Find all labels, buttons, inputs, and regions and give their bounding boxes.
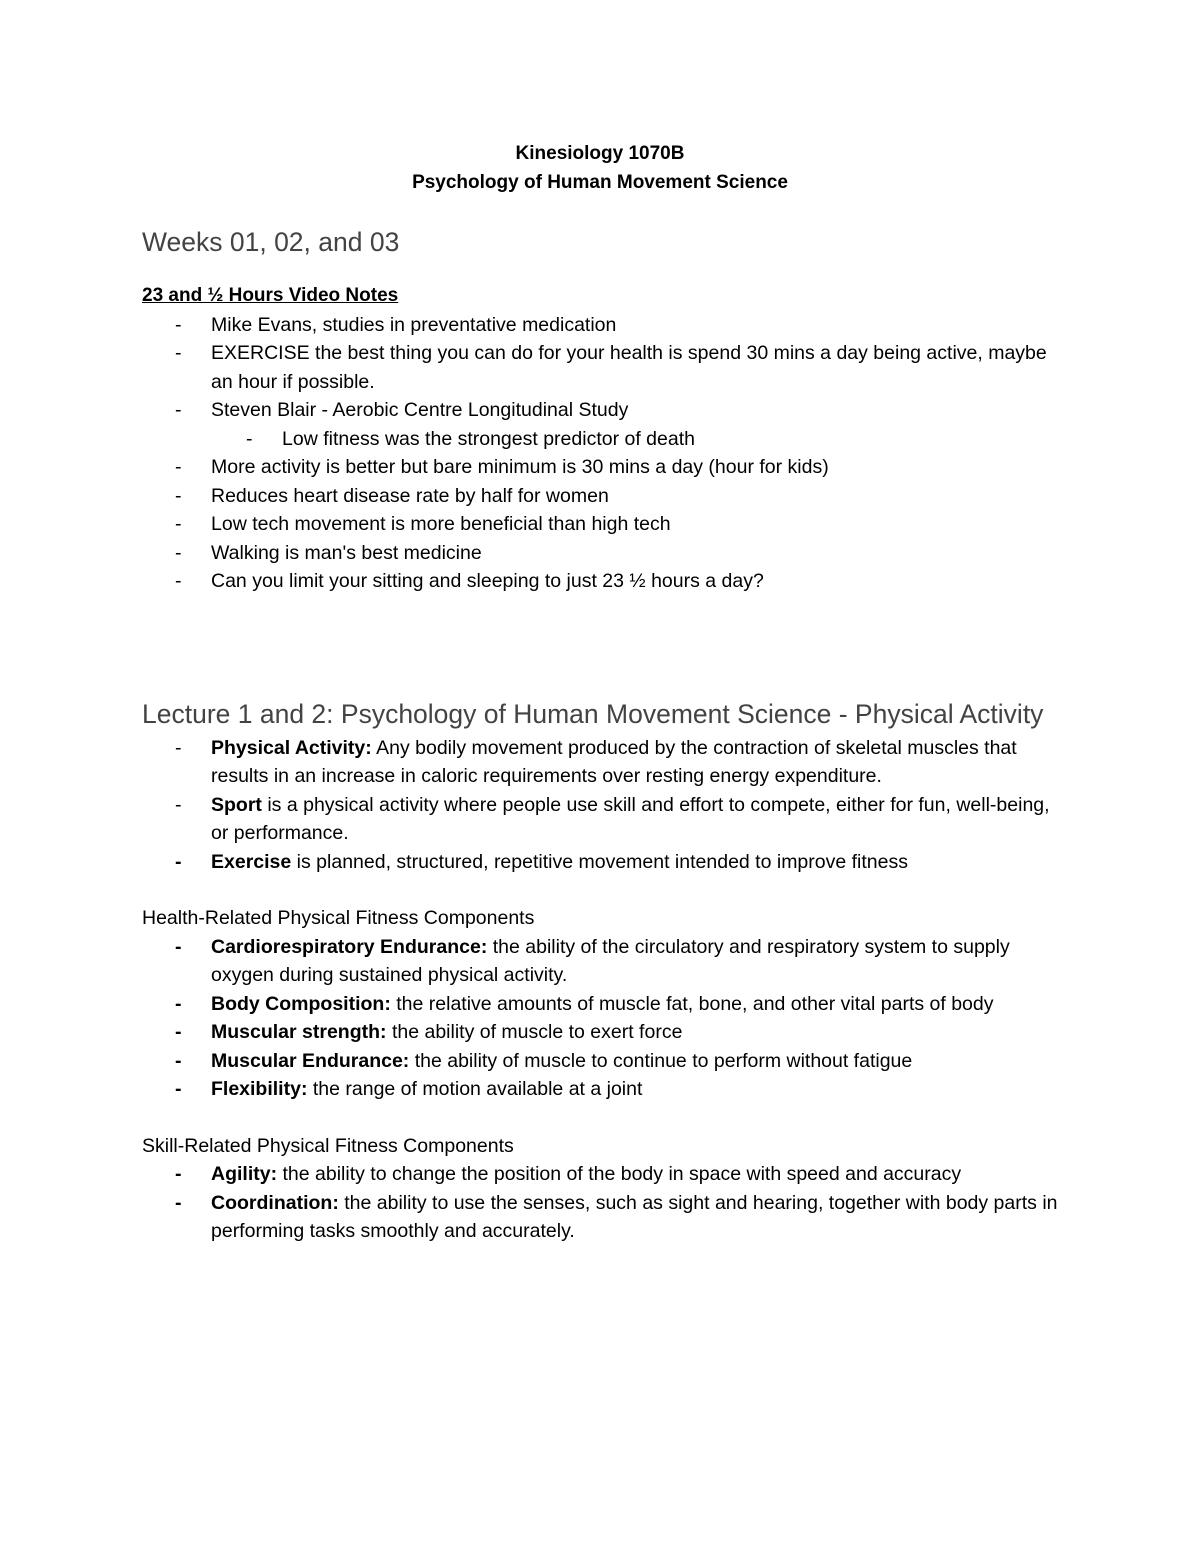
dash-bullet: -	[175, 1163, 182, 1185]
list-item: - Can you limit your sitting and sleeping to just 23 ½ hours a day?	[142, 567, 1062, 596]
document-page	[142, 139, 1062, 1246]
course-subtitle: Psychology of Human Movement Science	[412, 172, 788, 193]
component-text: the range of motion available at a joint	[307, 1078, 643, 1100]
list-item: - Low tech movement is more beneficial than high tech	[142, 510, 1062, 539]
list-item: - Mike Evans, studies in preventative medication	[142, 311, 1062, 340]
dash-bullet: -	[175, 1021, 182, 1043]
dash-bullet: -	[175, 342, 182, 364]
weeks-heading: Weeks 01, 02, and 03	[142, 227, 400, 257]
definition-term: Sport	[211, 793, 262, 816]
list-item	[142, 1047, 1062, 1076]
list-item	[142, 1189, 1062, 1246]
dash-bullet: -	[175, 399, 182, 421]
dash-bullet: -	[175, 935, 182, 958]
dash-bullet: -	[246, 427, 253, 450]
dash-bullet: -	[175, 513, 182, 535]
list-item	[142, 933, 1062, 990]
list-item: - Walking is man's best medicine	[142, 539, 1062, 568]
list-item	[142, 791, 1062, 848]
list-item	[142, 848, 1062, 877]
component-text: the relative amounts of muscle fat, bone, and other vital parts of body	[390, 992, 994, 1015]
health-components-list	[142, 933, 1062, 1104]
component-text: the ability of muscle to exert force	[386, 1021, 683, 1043]
component-term: Muscular Endurance:	[211, 1049, 410, 1072]
sub-list-item: - Low fitness was the strongest predictor of death	[142, 425, 1062, 454]
definition-text: is a physical activity where people use skill and effort to compete, either for fun, well-being, or performance.	[211, 793, 1050, 844]
component-term: Flexibility:	[211, 1078, 308, 1100]
dash-bullet: -	[175, 793, 182, 816]
component-text: the ability of the circulatory and respiratory system to supply oxygen during sustained physical activity.	[211, 935, 1010, 986]
list-item: - Steven Blair - Aerobic Centre Longitudinal Study	[142, 396, 1062, 425]
list-item	[142, 734, 1062, 791]
video-notes-title: 23 and ½ Hours Video Notes	[142, 285, 399, 306]
list-item	[142, 1160, 1062, 1189]
dash-bullet: -	[175, 570, 182, 592]
definition-text: Any bodily movement produced by the contraction of skeletal muscles that results in an increase in caloric requirements over resting energy expenditure.	[211, 736, 1017, 787]
list-item	[142, 990, 1062, 1019]
dash-bullet: -	[175, 1078, 182, 1100]
health-components-title: Health-Related Physical Fitness Components	[142, 907, 535, 929]
skill-components-list	[142, 1160, 1062, 1246]
component-text: the ability to use the senses, such as sight and hearing, together with body parts in performing tasks smoothly and accurately.	[211, 1191, 1058, 1242]
component-term: Cardiorespiratory Endurance:	[211, 935, 488, 958]
component-text: the ability of muscle to continue to perform without fatigue	[409, 1049, 913, 1072]
definition-term: Physical Activity:	[211, 736, 372, 759]
list-item: - Reduces heart disease rate by half for women	[142, 482, 1062, 511]
dash-bullet: -	[175, 456, 182, 478]
list-item: - More activity is better but bare minimum is 30 mins a day (hour for kids)	[142, 453, 1062, 482]
dash-bullet: -	[175, 992, 182, 1015]
document-title-block	[0, 139, 1200, 197]
component-term: Body Composition:	[211, 992, 391, 1015]
dash-bullet: -	[175, 736, 182, 759]
definition-text: is planned, structured, repetitive movement intended to improve fitness	[291, 850, 908, 873]
dash-bullet: -	[175, 1049, 182, 1072]
lecture-heading: Lecture 1 and 2: Psychology of Human Movement Science - Physical Activity	[142, 698, 1044, 729]
dash-bullet: -	[175, 850, 182, 873]
dash-bullet: -	[175, 541, 182, 564]
component-term: Coordination:	[211, 1191, 339, 1214]
list-item	[142, 1075, 1062, 1104]
definition-term: Exercise	[211, 850, 292, 873]
list-item: - EXERCISE the best thing you can do for your health is spend 30 mins a day being active, maybe an hour if possible.	[142, 339, 1062, 396]
course-title: Kinesiology 1070B	[515, 143, 685, 164]
skill-components-title: Skill-Related Physical Fitness Components	[142, 1134, 514, 1157]
dash-bullet: -	[175, 484, 182, 507]
component-term: Agility:	[211, 1163, 278, 1185]
list-item	[142, 1018, 1062, 1047]
definitions-list	[142, 734, 1062, 877]
dash-bullet: -	[175, 1191, 182, 1214]
video-notes-list	[142, 311, 1062, 596]
dash-bullet: -	[175, 313, 182, 336]
component-term: Muscular strength:	[211, 1021, 387, 1043]
component-text: the ability to change the position of the body in space with speed and accuracy	[277, 1163, 962, 1185]
